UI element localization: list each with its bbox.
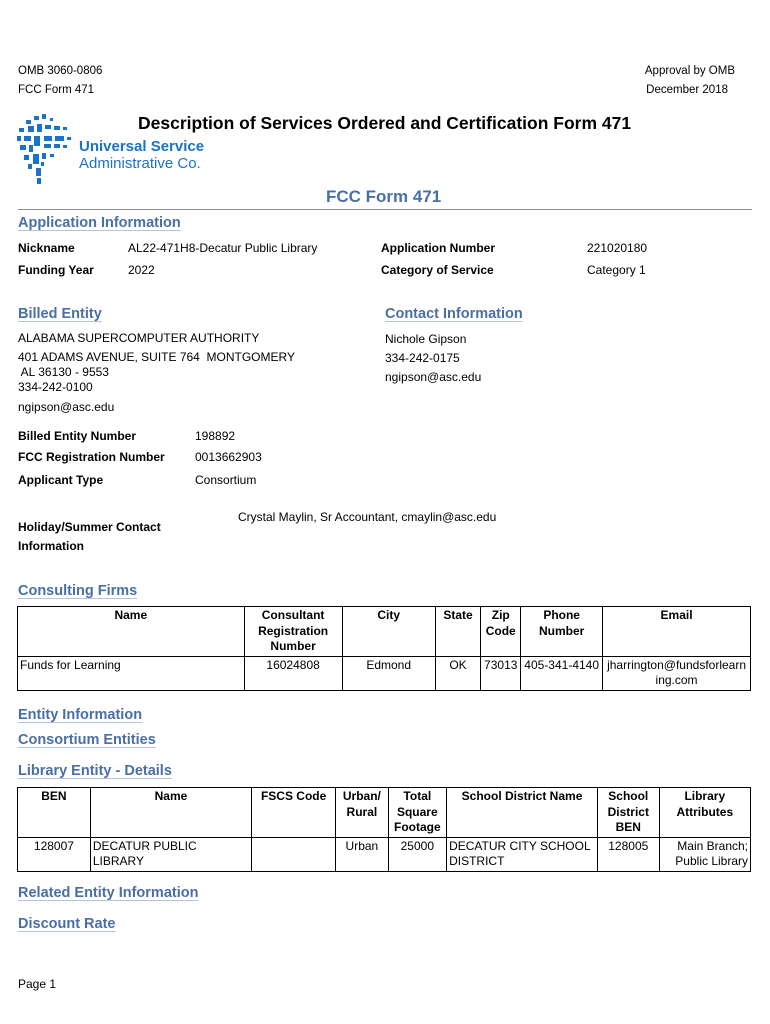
consulting-firms-header-row [18,607,751,657]
fcc-registration-value: 0013662903 [195,450,262,464]
form-title: FCC Form 471 [326,187,442,206]
billed-entity-phone: 334-242-0100 [18,380,93,394]
library-urban-rural: Urban [336,837,388,871]
logo-line-2: Administrative Co. [79,155,201,172]
library-entity-header-row [18,788,751,838]
library-district-ben: 128005 [597,837,659,871]
library-ben: 128007 [18,837,91,871]
contact-name: Nichole Gipson [385,332,467,346]
col-ben: BEN [18,788,91,838]
firm-registration: 16024808 [244,656,342,690]
col-email: Email [603,607,751,657]
form-date: December 2018 [646,84,728,96]
col-school-district-ben: School District BEN [597,788,659,838]
col-library-name: Name [90,788,251,838]
firm-phone: 405-341-4140 [521,656,603,690]
fcc-registration-label: FCC Registration Number [18,450,165,464]
firm-city: Edmond [342,656,435,690]
nickname-label: Nickname [18,241,75,255]
billed-entity-email: ngipson@asc.edu [18,400,115,414]
consortium-entities-heading: Consortium Entities [18,732,156,748]
table-row [18,656,751,690]
related-entity-heading: Related Entity Information [18,885,199,901]
page-number: Page 1 [18,977,57,991]
applicant-type-value: Consortium [195,473,257,487]
usac-logo [16,112,216,187]
application-number-value: 221020180 [587,241,648,255]
firm-name: Funds for Learning [18,656,245,690]
library-square-footage: 25000 [388,837,447,871]
contact-phone: 334-242-0175 [385,351,460,365]
col-zip: Zip Code [481,607,521,657]
funding-year-value: 2022 [128,263,155,277]
consulting-firms-heading: Consulting Firms [18,583,138,599]
application-info-heading: Application Information [18,215,181,231]
library-name: DECATUR PUBLIC LIBRARY [90,837,251,871]
col-state: State [435,607,481,657]
application-number-label: Application Number [381,241,496,255]
funding-year-label: Funding Year [18,263,94,277]
billed-entity-address-line-1: 401 ADAMS AVENUE, SUITE 764 MONTGOMERY [18,350,295,364]
firm-email: jharrington@fundsforlearn ing.com [603,656,751,690]
billed-entity-name: ALABAMA SUPERCOMPUTER AUTHORITY [18,331,260,345]
library-attributes: Main Branch; Public Library [659,837,750,871]
col-school-district-name: School District Name [447,788,598,838]
col-library-attributes: Library Attributes [659,788,750,838]
holiday-contact-label [18,518,161,556]
library-fscs-code [252,837,336,871]
nickname-value: AL22-471H8-Decatur Public Library [128,241,318,255]
col-total-square-footage: Total Square Footage [388,788,447,838]
form-label: FCC Form 471 [18,84,95,96]
holiday-contact-value: Crystal Maylin, Sr Accountant, cmaylin@asc.edu [238,510,497,524]
discount-rate-heading: Discount Rate [18,916,116,932]
library-entity-heading: Library Entity - Details [18,763,172,779]
firm-state: OK [435,656,481,690]
col-consultant-registration: Consultant Registration Number [244,607,342,657]
col-city: City [342,607,435,657]
billed-entity-number-label: Billed Entity Number [18,429,137,443]
col-name: Name [18,607,245,657]
col-urban-rural: Urban/ Rural [336,788,388,838]
contact-email: ngipson@asc.edu [385,370,482,384]
category-label: Category of Service [381,263,494,277]
holiday-contact-label-line-1: Holiday/Summer Contact [18,520,161,534]
page-title: Description of Services Ordered and Certification Form 471 [138,113,632,133]
applicant-type-label: Applicant Type [18,473,104,487]
consulting-firms-table [17,606,751,691]
firm-zip: 73013 [481,656,521,690]
billed-entity-number-value: 198892 [195,429,236,443]
library-entity-table [17,787,751,872]
omb-approval: Approval by OMB [644,65,735,77]
library-school-district: DECATUR CITY SCHOOL DISTRICT [447,837,598,871]
billed-entity-heading: Billed Entity [18,306,102,322]
form-title-rule [18,209,752,210]
category-value: Category 1 [587,263,646,277]
omb-number: OMB 3060-0806 [18,65,103,77]
table-row [18,837,751,871]
contact-info-block [385,330,481,387]
contact-info-heading: Contact Information [385,306,523,322]
col-phone: Phone Number [521,607,603,657]
billed-entity-address-block [18,330,348,416]
entity-info-heading: Entity Information [18,707,143,723]
col-fscs-code: FSCS Code [252,788,336,838]
holiday-contact-label-line-2: Information [18,539,84,553]
usac-logo-icon [16,112,76,186]
billed-entity-address-line-2: AL 36130 - 9553 [18,365,109,379]
logo-line-1: Universal Service [79,138,205,155]
